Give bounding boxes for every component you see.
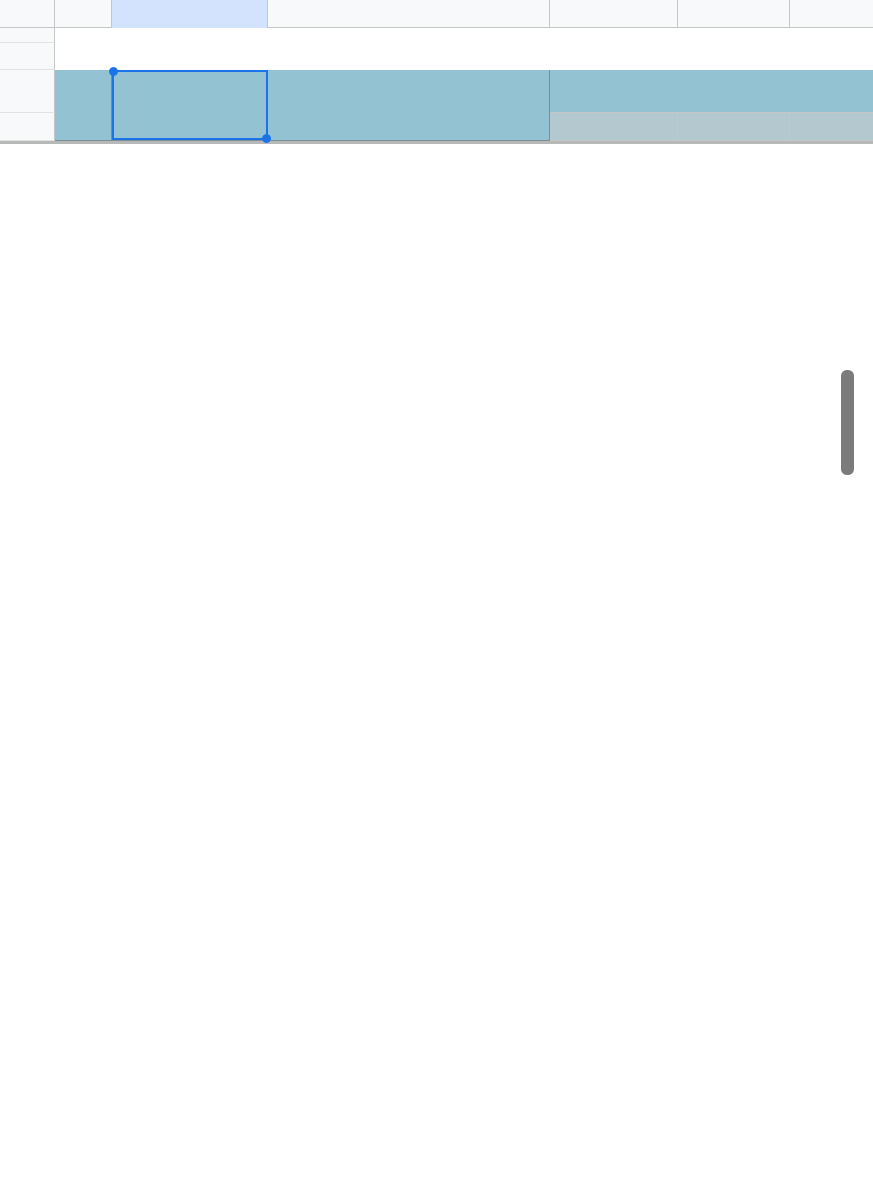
select-all-corner[interactable] [0, 0, 55, 28]
column-header-b[interactable] [55, 0, 112, 28]
hype-account-header[interactable] [112, 70, 268, 141]
column-header-g[interactable] [790, 0, 873, 28]
sheet-row [0, 28, 873, 43]
week-header[interactable] [790, 113, 873, 141]
row-number[interactable] [0, 28, 55, 43]
row-number[interactable] [0, 113, 55, 141]
column-header-d[interactable] [268, 0, 550, 28]
column-header-e[interactable] [550, 0, 678, 28]
group-header-cell[interactable] [550, 70, 873, 113]
week-header[interactable] [678, 113, 790, 141]
column-header-f[interactable] [678, 0, 790, 28]
sheet-grid [0, 28, 873, 1200]
row-number[interactable] [0, 43, 55, 70]
week-header[interactable] [550, 113, 678, 141]
sheet-row [0, 43, 873, 70]
row-number[interactable] [0, 70, 55, 113]
vertical-scrollbar[interactable] [841, 370, 854, 475]
letter-header-cell[interactable] [55, 70, 112, 141]
column-header-bar [0, 0, 873, 28]
frozen-divider [0, 141, 873, 144]
main-side-account-header[interactable] [268, 70, 550, 141]
column-header-c[interactable] [112, 0, 268, 28]
